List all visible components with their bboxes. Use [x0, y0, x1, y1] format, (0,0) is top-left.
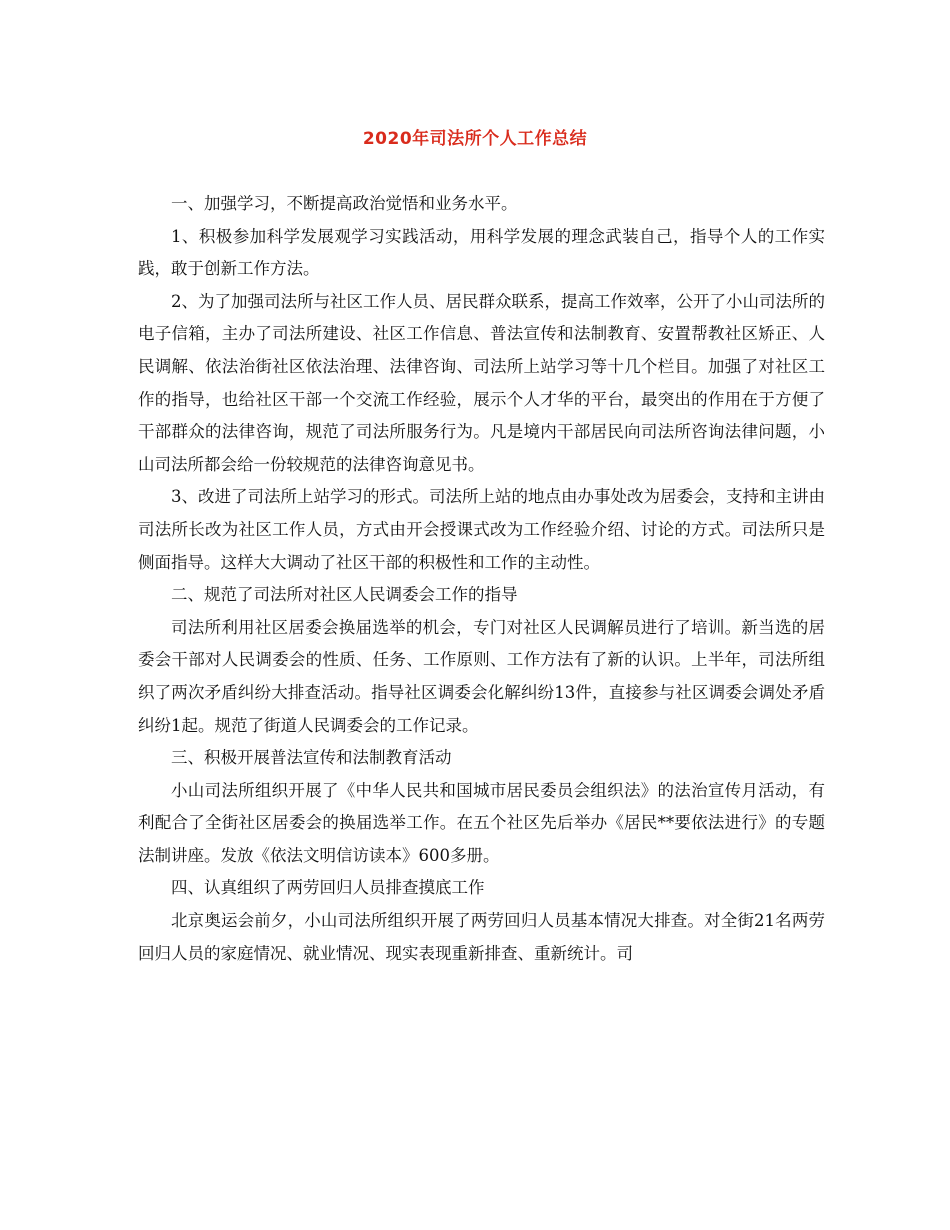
heading-section-3: 三、积极开展普法宣传和法制教育活动	[171, 748, 452, 768]
paragraph-section-3: 小山司法所组织开展了《中华人民共和国城市居民委员会组织法》的法治宣传月活动，有利配合了全街社区居委会的换届选举工作。在五个社区先后举办《居民**要依法进行》的专题法制讲座。发放《依法文明信访读本》600多册。	[138, 780, 825, 865]
paragraph-item-2: 2、为了加强司法所与社区工作人员、居民群众联系，提高工作效率，公开了小山司法所的电子信箱，主办了司法所建设、社区工作信息、普法宣传和法制教育、安置帮教社区矫正、人民调解、依法治街社区依法治理、法律咨询、司法所上站学习等十几个栏目。加强了对社区工作的指导，也给社区干部一个交流工作经验，展示个人才华的平台，最突出的作用在于方便了干部群众的法律咨询，规范了司法所服务行为。凡是境内干部居民向司法所咨询法律问题，小山司法所都会给一份较规范的法律咨询意见书。	[138, 291, 825, 474]
heading-section-2: 二、规范了司法所对社区人民调委会工作的指导	[171, 585, 518, 605]
paragraph-section-4: 北京奥运会前夕，小山司法所组织开展了两劳回归人员基本情况大排查。对全街21名两劳回归人员的家庭情况、就业情况、现实表现重新排查、重新统计。司	[138, 911, 825, 963]
paragraph-item-3: 3、改进了司法所上站学习的形式。司法所上站的地点由办事处改为居委会，支持和主讲由司法所长改为社区工作人员，方式由开会授课式改为工作经验介绍、讨论的方式。司法所只是侧面指导。这样大大调动了社区干部的积极性和工作的主动性。	[138, 487, 825, 572]
heading-section-4: 四、认真组织了两劳回归人员排查摸底工作	[171, 878, 485, 898]
paragraph-section-2: 司法所利用社区居委会换届选举的机会，专门对社区人民调解员进行了培训。新当选的居委会干部对人民调委会的性质、任务、工作原则、工作方法有了新的认识。上半年，司法所组织了两次矛盾纠纷大排查活动。指导社区调委会化解纠纷13件，直接参与社区调委会调处矛盾纠纷1起。规范了街道人民调委会的工作记录。	[138, 617, 825, 735]
document-body	[138, 188, 825, 970]
paragraph-item-1: 1、积极参加科学发展观学习实践活动，用科学发展的理念武装自己，指导个人的工作实践，敢于创新工作方法。	[138, 226, 825, 279]
heading-section-1: 一、加强学习，不断提高政治觉悟和业务水平。	[171, 194, 518, 213]
document-title: 2020年司法所个人工作总结	[362, 129, 588, 149]
